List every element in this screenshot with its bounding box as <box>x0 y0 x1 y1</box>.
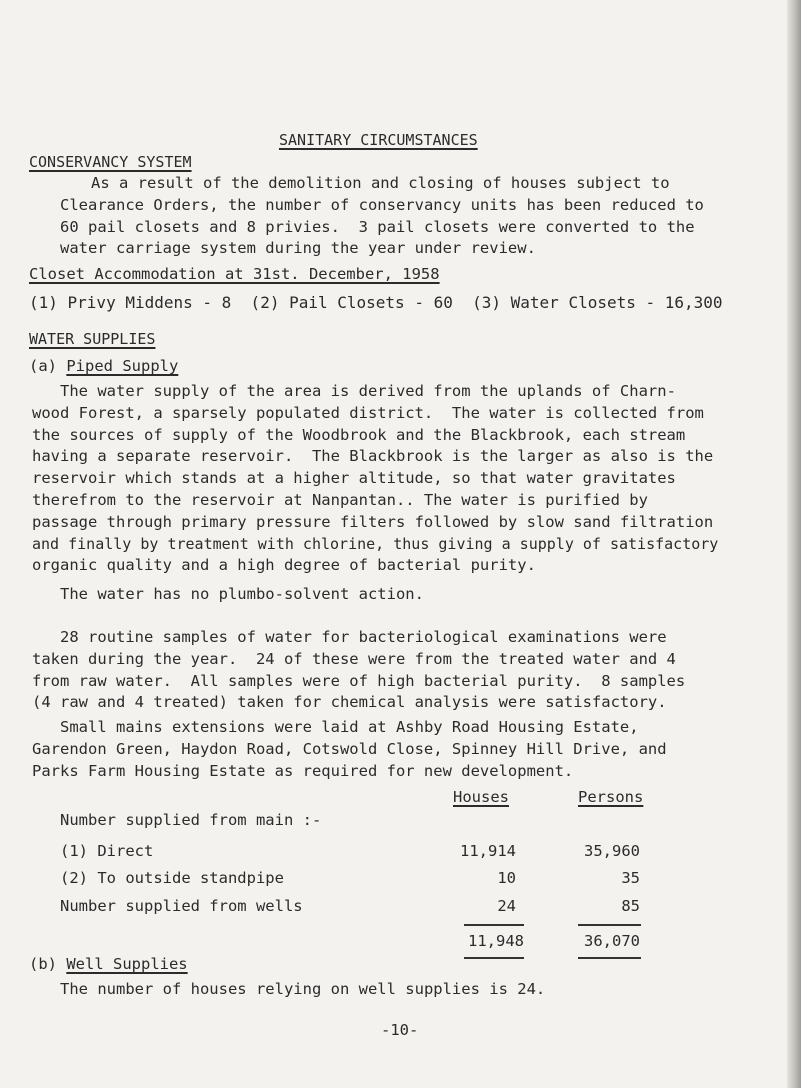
page-title: SANITARY CIRCUMSTANCES <box>279 131 478 149</box>
column-header-houses: Houses <box>453 788 509 806</box>
table-cell-houses: 11,914 <box>460 842 516 860</box>
total-persons: 36,070 <box>584 932 640 950</box>
table-cell-persons: 85 <box>621 897 640 915</box>
text-line: taken during the year. 24 of these were from the treated water and 4 <box>32 649 676 668</box>
text-line: having a separate reservoir. The Blackbrook is the larger as also is the <box>32 447 714 466</box>
table-row-label: (2) To outside standpipe <box>60 869 284 887</box>
subheading-text: Well Supplies <box>66 955 188 973</box>
table-cell-houses: 10 <box>497 869 516 887</box>
text-line: organic quality and a high degree of bacterial purity. <box>32 556 536 575</box>
text-line: Small mains extensions were laid at Ashby Road Housing Estate, <box>60 718 639 736</box>
water-supplies-heading: WATER SUPPLIES <box>29 330 156 348</box>
text-line: Parks Farm Housing Estate as required for new development. <box>32 761 574 780</box>
total-houses: 11,948 <box>468 932 524 950</box>
column-header-persons: Persons <box>578 788 644 806</box>
text-line: 28 routine samples of water for bacteriological examinations were <box>60 628 667 646</box>
text-line: Garendon Green, Haydon Road, Cotswold Close, Spinney Hill Drive, and <box>32 739 667 758</box>
well-supplies-statement: The number of houses relying on well supplies is 24. <box>60 980 546 998</box>
text-line: water carriage system during the year under review. <box>60 239 536 258</box>
total-rule-persons <box>578 957 641 959</box>
plumbo-solvent-statement: The water has no plumbo-solvent action. <box>60 585 424 603</box>
samples-paragraph <box>32 627 740 714</box>
text-line: The water supply of the area is derived from the uplands of Charn- <box>60 382 676 400</box>
text-line: wood Forest, a sparsely populated district. The water is collected from <box>32 403 704 422</box>
subtotal-rule-houses <box>464 924 524 926</box>
text-line: passage through primary pressure filters followed by slow sand filtration <box>32 512 714 531</box>
subheading-text: Piped Supply <box>66 357 179 375</box>
conservancy-paragraph <box>60 173 740 260</box>
closet-heading: Closet Accommodation at 31st. December, 1958 <box>29 265 440 283</box>
piped-supply-subheading <box>29 357 178 375</box>
table-cell-houses: 24 <box>497 897 516 915</box>
well-supplies-subheading <box>29 955 188 973</box>
text-line: from raw water. All samples were of high bacterial purity. 8 samples <box>32 671 686 690</box>
subtotal-rule-persons <box>578 924 641 926</box>
mains-paragraph <box>32 717 740 782</box>
text-line: Clearance Orders, the number of conservancy units has been reduced to <box>60 195 704 214</box>
text-line: therefrom to the reservoir at Nanpantan.. The water is purified by <box>32 490 648 509</box>
total-rule-houses <box>464 957 524 959</box>
text-line: (4 raw and 4 treated) taken for chemical analysis were satisfactory. <box>32 693 667 712</box>
subheading-label: (b) <box>29 955 67 973</box>
page-edge-shadow <box>787 0 801 1088</box>
page-number: -10- <box>381 1021 419 1039</box>
table-cell-persons: 35,960 <box>584 842 640 860</box>
subheading-label: (a) <box>29 357 67 375</box>
closet-counts: (1) Privy Middens - 8 (2) Pail Closets - 60 (3) Water Closets - 16,300 <box>29 293 723 312</box>
text-line: and finally by treatment with chlorine, thus giving a supply of satisfactory <box>32 534 719 553</box>
table-row-label: Number supplied from main :- <box>60 811 322 829</box>
text-line: 60 pail closets and 8 privies. 3 pail closets were converted to the <box>60 217 695 236</box>
conservancy-heading: CONSERVANCY SYSTEM <box>29 153 192 171</box>
text-line: As a result of the demolition and closing of houses subject to <box>91 174 670 192</box>
table-row-label: (1) Direct <box>60 842 154 860</box>
text-line: the sources of supply of the Woodbrook and the Blackbrook, each stream <box>32 425 686 444</box>
piped-supply-paragraph <box>32 381 740 577</box>
text-line: reservoir which stands at a higher altitude, so that water gravitates <box>32 469 676 488</box>
table-row-label: Number supplied from wells <box>60 897 303 915</box>
table-cell-persons: 35 <box>621 869 640 887</box>
